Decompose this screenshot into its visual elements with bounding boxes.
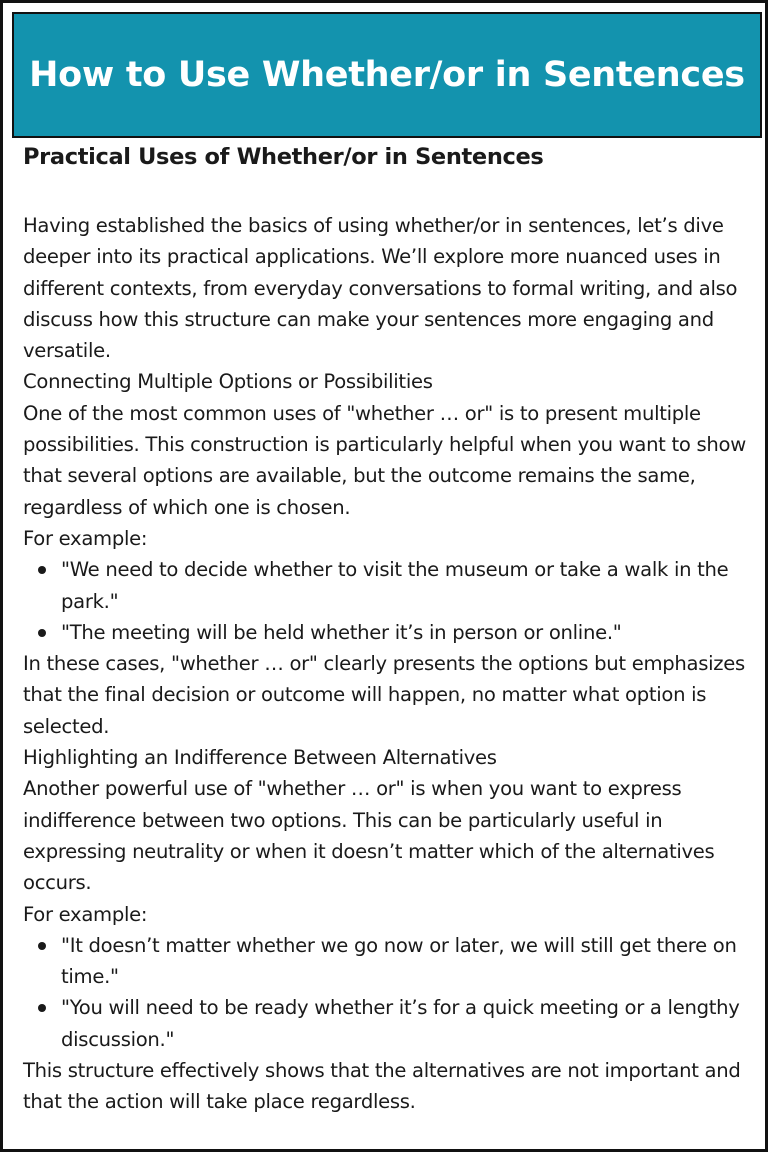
subheading-indifference: Highlighting an Indifference Between Alternatives: [23, 746, 497, 770]
bullet-icon: [38, 629, 46, 637]
list-item: [23, 617, 756, 648]
example-text: "It doesn’t matter whether we go now or later, we will still get there on time.": [61, 933, 737, 989]
example-text: "The meeting will be held whether it’s in person or online.": [61, 620, 622, 644]
example-label: For example:: [23, 526, 148, 550]
indifference-conclusion: This structure effectively shows that the alternatives are not important and that the action will take place regardless.: [23, 1059, 741, 1114]
article-content: [23, 139, 756, 1118]
example-label: For example:: [23, 902, 148, 926]
multiple-options-paragraph: One of the most common uses of "whether … or" is to present multiple possibilities. This construction is particularly helpful when you want to show that several options are available, but the outcome remains the same, regardless of which one is chosen.: [23, 401, 746, 519]
example-text: "You will need to be ready whether it’s for a quick meeting or a lengthy discussion.": [61, 996, 740, 1051]
bullet-icon: [38, 566, 46, 574]
indifference-paragraph: Another powerful use of "whether … or" is when you want to express indifference between two options. This can be particularly useful in expressing neutrality or when it doesn’t matter which of the alternatives occurs.: [23, 777, 715, 895]
example-list: [23, 930, 756, 1055]
example-text: "We need to decide whether to visit the museum or take a walk in the park.": [61, 558, 729, 613]
subheading-multiple-options: Connecting Multiple Options or Possibilities: [23, 370, 433, 394]
bullet-icon: [38, 1004, 46, 1012]
article-body: [23, 210, 756, 1118]
page-title: How to Use Whether/or in Sentences: [29, 55, 745, 95]
list-item: [23, 554, 756, 617]
list-item: [23, 930, 756, 993]
bullet-icon: [38, 942, 46, 950]
list-item: [23, 992, 756, 1055]
multiple-options-conclusion: In these cases, "whether … or" clearly presents the options but emphasizes that the final decision or outcome will happen, no matter what option is selected.: [23, 652, 745, 738]
section-title: Practical Uses of Whether/or in Sentences: [23, 144, 544, 170]
title-banner: [12, 12, 762, 138]
intro-paragraph: Having established the basics of using whether/or in sentences, let’s dive deeper into its practical applications. We’ll explore more nuanced uses in different contexts, from everyday conversations to formal writing, and also discuss how this structure can make your sentences more engaging and versatile.: [23, 214, 738, 363]
example-list: [23, 554, 756, 648]
